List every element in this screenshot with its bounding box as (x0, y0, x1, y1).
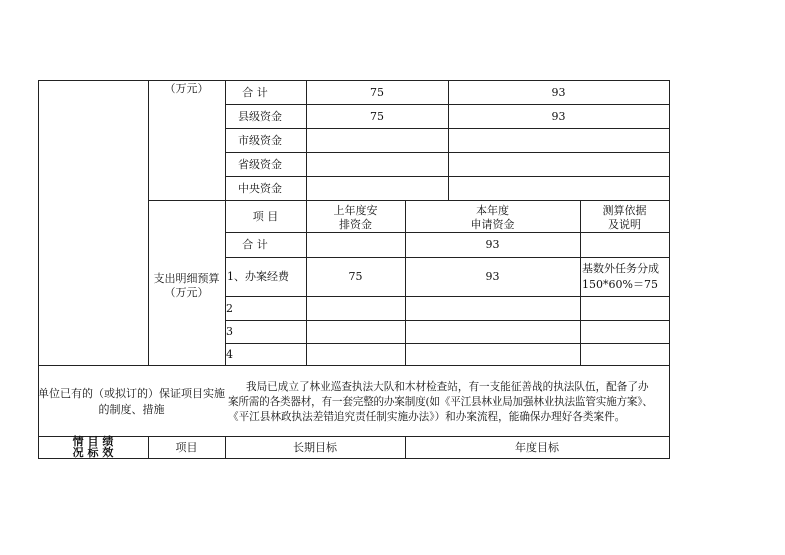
expense-row-label: 3 (226, 325, 233, 338)
grid-line (225, 320, 670, 321)
expense-header-curr: 本年度 (476, 204, 509, 217)
expense-header-basis: 及说明 (608, 218, 641, 231)
grid-line (225, 296, 670, 297)
funding-row-label: 合 计 (242, 86, 268, 99)
expense-total-curr: 93 (485, 238, 500, 251)
grid-line (38, 365, 670, 366)
expense-row-label: 4 (226, 348, 233, 361)
expense-section-unit: （万元） (164, 286, 209, 299)
institution-text: 案所需的各类器材，有一套完整的办案制度(如《平江县林业局加强林业执法监管实施方案》、 (228, 396, 653, 408)
funding-prev-value: 75 (370, 110, 384, 123)
grid-line (38, 80, 670, 81)
funding-row-label: 市级资金 (238, 134, 282, 147)
funding-prev-value: 75 (370, 86, 384, 99)
expense-row-label: 2 (226, 302, 233, 315)
expense-header-curr: 申请资金 (470, 218, 515, 231)
expense-total-label: 合 计 (242, 238, 268, 251)
grid-line (669, 80, 670, 458)
funding-row-label: 县级资金 (238, 110, 282, 123)
expense-header-prev: 排资金 (339, 218, 372, 231)
institution-label: 的制度、措施 (98, 403, 165, 416)
performance-label: 情 目 绩 (72, 435, 114, 448)
grid-line (225, 104, 670, 105)
funding-unit-label: （万元） (164, 82, 209, 95)
grid-line (225, 232, 670, 233)
institution-text: 我局已成立了林业巡查执法大队和木材检查站，有一支能征善战的执法队伍，配备了办 (246, 381, 649, 393)
grid-line (225, 128, 670, 129)
funding-curr-value: 93 (551, 110, 566, 123)
performance-long-term-header: 长期目标 (293, 441, 337, 454)
expense-header-basis: 测算依据 (602, 204, 647, 217)
performance-label: 况 标 效 (72, 446, 114, 459)
expense-row-basis: 基数外任务分成 (582, 262, 659, 275)
expense-row-prev: 75 (348, 270, 363, 283)
performance-item-header: 项目 (175, 441, 198, 454)
funding-curr-value: 93 (551, 86, 566, 99)
funding-row-label: 省级资金 (238, 158, 282, 171)
grid-line (225, 176, 670, 177)
grid-line (225, 257, 670, 258)
expense-header-prev: 上年度安 (333, 204, 378, 217)
expense-row-curr: 93 (485, 270, 500, 283)
grid-line (38, 80, 39, 458)
institution-label: 单位已有的（或拟订的）保证项目实施 (38, 387, 225, 400)
grid-line (225, 343, 670, 344)
grid-line (148, 200, 670, 201)
institution-text: 《平江县林政执法差错追究责任制实施办法》）和办案流程，能确保办理好各类案件。 (228, 411, 626, 423)
performance-annual-header: 年度目标 (515, 441, 559, 454)
grid-line (225, 152, 670, 153)
expense-row-label: 1、办案经费 (227, 270, 289, 283)
funding-row-label: 中央资金 (238, 182, 282, 195)
expense-row-basis: 150*60%＝75 (582, 278, 658, 291)
expense-section-label: 支出明细预算 (153, 272, 220, 285)
grid-line (148, 80, 149, 365)
expense-header-item: 项 目 (252, 210, 279, 223)
